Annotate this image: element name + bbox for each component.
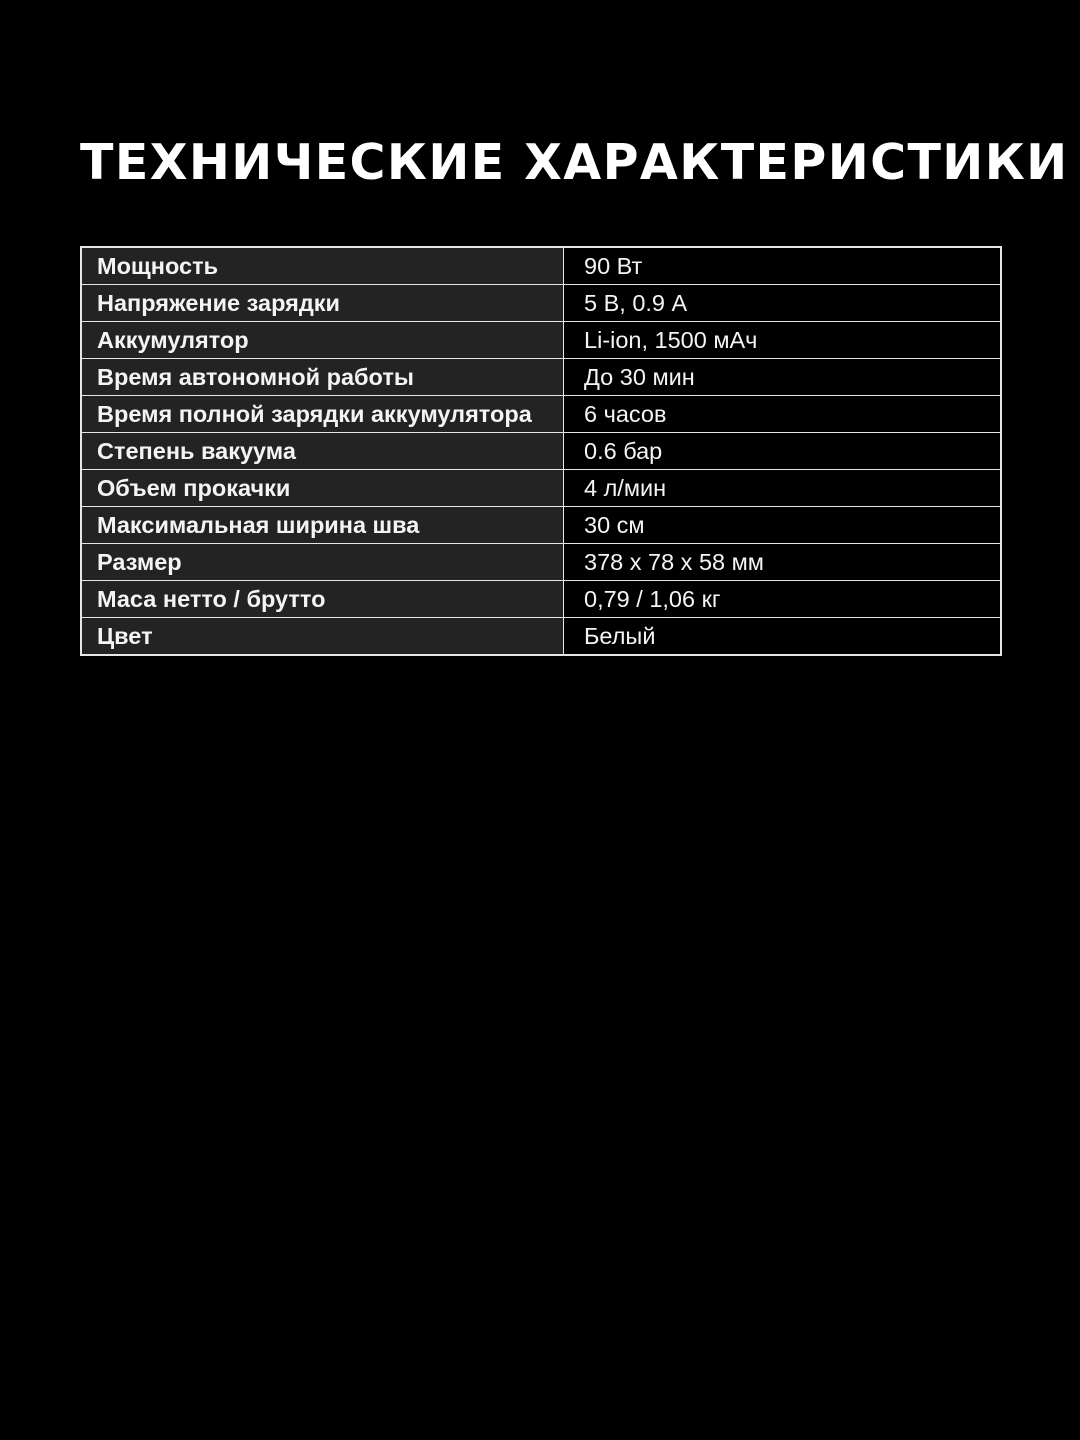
spec-value: 378 х 78 х 58 мм (564, 544, 1002, 581)
spec-param: Максимальная ширина шва (81, 507, 564, 544)
spec-value: 90 Вт (564, 247, 1002, 285)
spec-value: 30 см (564, 507, 1002, 544)
table-row (81, 581, 1001, 618)
spec-value: 0.6 бар (564, 433, 1002, 470)
table-row (81, 544, 1001, 581)
table-row (81, 433, 1001, 470)
spec-value: Белый (564, 618, 1002, 656)
spec-param: Размер (81, 544, 564, 581)
spec-param: Время автономной работы (81, 359, 564, 396)
spec-param: Степень вакуума (81, 433, 564, 470)
spec-value: До 30 мин (564, 359, 1002, 396)
spec-param: Аккумулятор (81, 322, 564, 359)
spec-param: Мощность (81, 247, 564, 285)
table-row (81, 285, 1001, 322)
spec-value: 6 часов (564, 396, 1002, 433)
spec-param: Напряжение зарядки (81, 285, 564, 322)
table-row (81, 396, 1001, 433)
page-title: ТЕХНИЧЕСКИЕ ХАРАКТЕРИСТИКИ (80, 134, 1069, 191)
table-row (81, 322, 1001, 359)
spec-param: Маса нетто / брутто (81, 581, 564, 618)
spec-table (80, 246, 1002, 656)
spec-param: Объем прокачки (81, 470, 564, 507)
table-row (81, 470, 1001, 507)
table-row (81, 618, 1001, 656)
spec-value: 0,79 / 1,06 кг (564, 581, 1002, 618)
spec-param: Цвет (81, 618, 564, 656)
spec-value: 4 л/мин (564, 470, 1002, 507)
spec-param: Время полной зарядки аккумулятора (81, 396, 564, 433)
spec-value: Li-ion, 1500 мАч (564, 322, 1002, 359)
table-row (81, 507, 1001, 544)
table-row (81, 247, 1001, 285)
table-row (81, 359, 1001, 396)
spec-value: 5 В, 0.9 А (564, 285, 1002, 322)
